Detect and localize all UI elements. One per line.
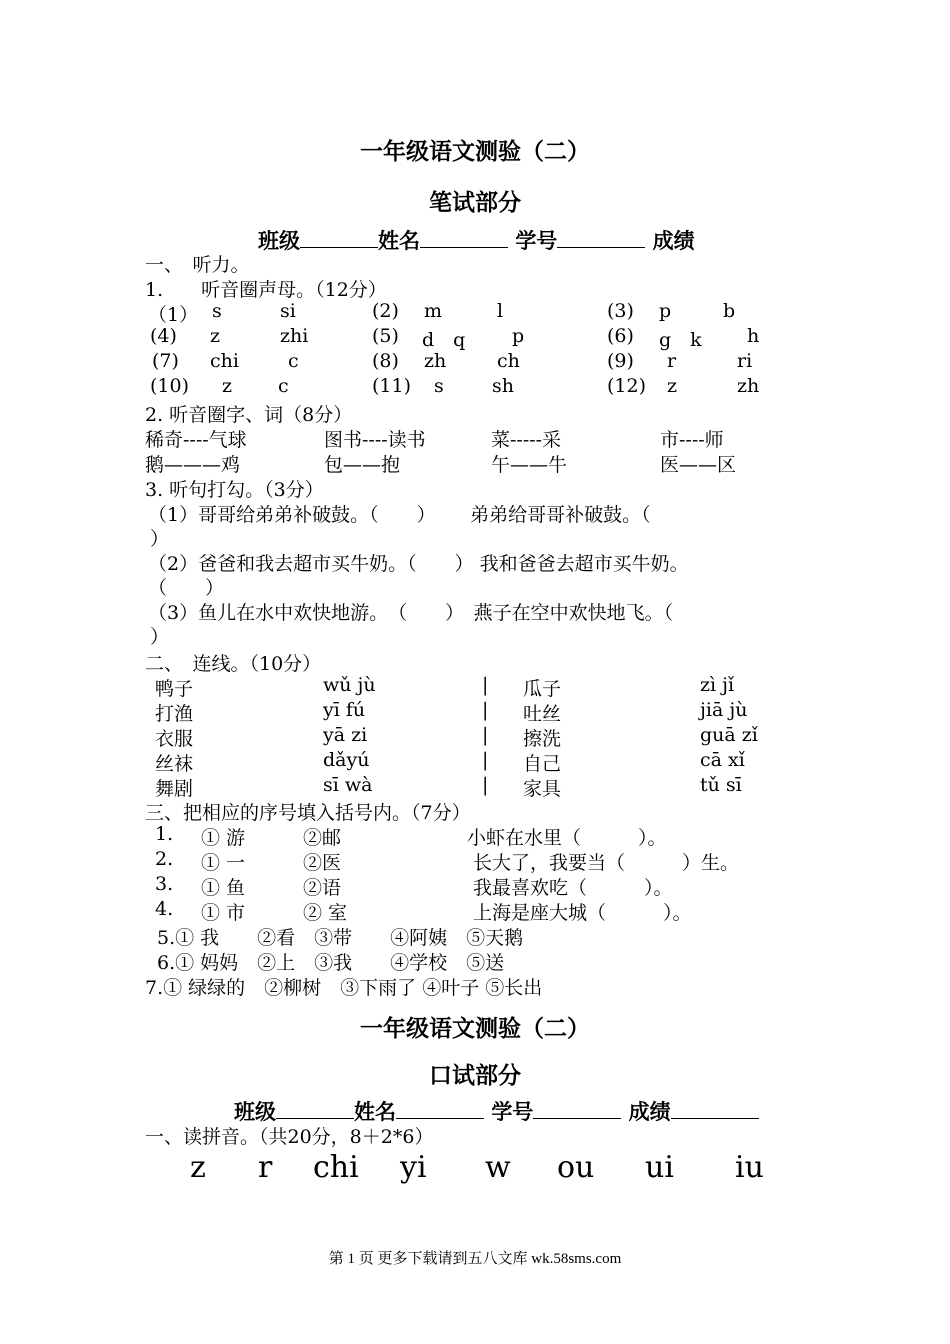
pinyin-right[interactable]: cā xǐ	[700, 749, 745, 771]
class-label: 班级	[258, 228, 300, 253]
fill-sentence[interactable]: 上海是座大城（ ）。	[473, 902, 692, 924]
class-blank[interactable]	[300, 229, 378, 248]
option-2[interactable]: ②邮	[303, 827, 342, 849]
divider: |	[482, 699, 489, 721]
s3-line: 6.① 妈妈 ②上 ③我 ④学校 ⑤送	[157, 952, 505, 974]
item-number: (2)	[372, 300, 399, 322]
word-left[interactable]: 舞剧	[155, 778, 194, 800]
q1-row	[150, 375, 800, 400]
word-choice[interactable]: 市----师	[660, 429, 724, 451]
name-blank[interactable]	[396, 1100, 484, 1119]
word-choice[interactable]: 菜-----采	[491, 429, 562, 451]
fill-sentence[interactable]: 长大了，我要当（ ）生。	[473, 852, 740, 874]
item-number: 3.	[155, 873, 174, 895]
pinyin-choice[interactable]: z	[222, 375, 233, 397]
score-blank[interactable]	[671, 1100, 759, 1119]
word-choice[interactable]: 稀奇----气球	[145, 429, 247, 451]
written-title: 一年级语文测验（二）	[360, 138, 590, 165]
q3-line: ）	[150, 626, 170, 648]
q2-title: 2. 听音圈字、词（8分）	[145, 404, 353, 426]
number-label: 学号	[491, 1099, 534, 1124]
written-info-line	[258, 225, 695, 255]
pinyin-choice[interactable]: zhi	[280, 325, 309, 347]
q1-row	[150, 350, 800, 375]
item-number: (11)	[372, 375, 412, 397]
matching-row	[155, 774, 805, 799]
pinyin-choice[interactable]: zh	[737, 375, 760, 397]
q2-row	[145, 450, 795, 475]
pinyin-item: yi	[400, 1150, 427, 1185]
word-choice[interactable]: 鹅———鸡	[145, 454, 241, 476]
matching-row	[155, 749, 805, 774]
divider: |	[482, 749, 489, 771]
q2-row	[145, 425, 795, 450]
word-choice[interactable]: 包——抱	[324, 454, 401, 476]
pinyin-choice[interactable]: z	[667, 375, 678, 397]
pinyin-left[interactable]: dǎyú	[323, 749, 370, 771]
section3-heading: 三、把相应的序号填入括号内。（7分）	[145, 802, 471, 824]
item-number: (9)	[607, 350, 634, 372]
oral-subtitle: 口试部分	[429, 1062, 521, 1089]
number-label: 学号	[515, 228, 558, 253]
written-subtitle: 笔试部分	[429, 189, 521, 216]
item-number: 2.	[155, 848, 174, 870]
pinyin-choice[interactable]: h	[747, 325, 760, 347]
number-blank[interactable]	[557, 229, 645, 248]
q3-line: （2）爸爸和我去超市买牛奶。（ ） 我和爸爸去超市买牛奶。	[148, 553, 689, 575]
pinyin-item: ou	[557, 1150, 595, 1185]
oral-title: 一年级语文测验（二）	[360, 1015, 590, 1042]
option-2[interactable]: ②医	[303, 852, 342, 874]
pinyin-left[interactable]: yā zi	[323, 724, 368, 746]
section1-heading: 一、 听力。	[145, 254, 250, 276]
word-choice[interactable]: 午——牛	[491, 454, 568, 476]
item-number: (12)	[607, 375, 647, 397]
item-number: (8)	[372, 350, 399, 372]
score-label: 成绩	[628, 1099, 671, 1124]
matching-row	[155, 674, 805, 699]
s3-line: 5.① 我 ②看 ③带 ④阿姨 ⑤天鹅	[157, 927, 524, 949]
matching-row	[155, 699, 805, 724]
item-number: 1.	[155, 823, 174, 845]
q3-line: （1）哥哥给弟弟补破鼓。（ ） 弟弟给哥哥补破鼓。（	[148, 504, 651, 526]
pinyin-item: ui	[645, 1150, 674, 1185]
pinyin-choice[interactable]: sh	[492, 375, 514, 397]
item-number: （1）	[148, 304, 199, 326]
option-2[interactable]: ② 室	[303, 902, 348, 924]
divider: |	[482, 674, 489, 696]
word-right[interactable]: 吐丝	[523, 703, 562, 725]
item-number: (7)	[152, 350, 179, 372]
q3-line: （ ）	[148, 577, 225, 599]
pinyin-choice[interactable]: c	[278, 375, 289, 397]
pinyin-choice[interactable]: g k	[659, 329, 702, 351]
fill-row	[155, 873, 805, 898]
q2-grid	[145, 425, 795, 475]
pinyin-right[interactable]: zì jǐ	[700, 674, 735, 696]
q1-title: 1. 听音圈声母。（12分）	[145, 279, 387, 301]
pinyin-choice[interactable]: ch	[497, 350, 520, 372]
option-2[interactable]: ②语	[303, 877, 342, 899]
fill-sentence[interactable]: 我最喜欢吃（ ）。	[473, 877, 673, 899]
word-left[interactable]: 衣服	[155, 728, 194, 750]
pinyin-item: chi	[313, 1150, 359, 1185]
pinyin-choice[interactable]: m	[424, 300, 443, 322]
word-right[interactable]: 擦洗	[523, 728, 562, 750]
fill-sentence[interactable]: 小虾在水里（ ）。	[467, 827, 667, 849]
pinyin-choice[interactable]: p	[659, 300, 672, 322]
option-1[interactable]: ① 游	[201, 827, 246, 849]
item-number: (3)	[607, 300, 634, 322]
pinyin-left[interactable]: sī wà	[323, 774, 373, 796]
matching-grid	[155, 674, 805, 799]
fill-row	[155, 848, 805, 873]
pinyin-choice[interactable]: l	[497, 300, 504, 322]
pinyin-choice[interactable]: chi	[210, 350, 239, 372]
oral-heading: 一、读拼音。（共20分，8＋2*6）	[145, 1126, 434, 1148]
divider: |	[482, 724, 489, 746]
pinyin-choice[interactable]: b	[723, 300, 736, 322]
item-number: (5)	[372, 325, 399, 347]
pinyin-right[interactable]: jiā jù	[700, 699, 748, 721]
class-label: 班级	[234, 1099, 276, 1124]
pinyin-item: z	[190, 1150, 206, 1185]
q3-title: 3. 听句打勾。（3分）	[145, 479, 324, 501]
word-left[interactable]: 丝袜	[155, 753, 194, 775]
word-choice[interactable]: 医——区	[660, 454, 737, 476]
pinyin-choice[interactable]: d q	[422, 329, 466, 351]
q1-grid	[150, 300, 800, 400]
word-left[interactable]: 鸭子	[155, 678, 194, 700]
pinyin-choice[interactable]: s	[434, 375, 444, 397]
class-blank[interactable]	[276, 1100, 354, 1119]
score-label: 成绩	[652, 228, 695, 253]
q1-row	[150, 300, 800, 325]
option-1[interactable]: ① 鱼	[201, 877, 246, 899]
fill-row	[155, 823, 805, 848]
pinyin-choice[interactable]: c	[288, 350, 299, 372]
fill-row	[155, 898, 805, 923]
name-label: 姓名	[354, 1099, 396, 1124]
pinyin-item: iu	[735, 1150, 764, 1185]
pinyin-left[interactable]: yī fú	[323, 699, 366, 721]
word-choice[interactable]: 图书----读书	[324, 429, 426, 451]
item-number: (6)	[607, 325, 634, 347]
pinyin-choice[interactable]: p	[512, 325, 525, 347]
word-right[interactable]: 家具	[523, 778, 562, 800]
item-number: (10)	[150, 375, 190, 397]
pinyin-choice[interactable]: ri	[737, 350, 753, 372]
item-number: 4.	[155, 898, 174, 920]
option-1[interactable]: ① 市	[201, 902, 246, 924]
number-blank[interactable]	[533, 1100, 621, 1119]
s3-line: 7.① 绿绿的 ②柳树 ③下雨了 ④叶子 ⑤长出	[145, 977, 543, 999]
name-label: 姓名	[378, 228, 420, 253]
word-right[interactable]: 瓜子	[523, 678, 562, 700]
pinyin-choice[interactable]: r	[667, 350, 677, 372]
pinyin-right[interactable]: guā zǐ	[700, 724, 758, 746]
pinyin-choice[interactable]: si	[280, 300, 296, 322]
q1-row	[150, 325, 800, 350]
pinyin-right[interactable]: tǔ sī	[700, 774, 742, 796]
fill-grid	[155, 823, 805, 923]
section2-heading: 二、 连线。（10分）	[145, 653, 322, 675]
q3-line: ）	[150, 528, 170, 550]
item-number: (4)	[150, 325, 177, 347]
pinyin-choice[interactable]: z	[210, 325, 221, 347]
option-1[interactable]: ① 一	[201, 852, 246, 874]
divider: |	[482, 774, 489, 796]
matching-row	[155, 724, 805, 749]
pinyin-item: r	[258, 1150, 273, 1185]
word-left[interactable]: 打渔	[155, 703, 194, 725]
pinyin-choice[interactable]: zh	[424, 350, 447, 372]
page-footer: 第 1 页 更多下载请到五八文库 wk.58sms.com	[328, 1251, 622, 1267]
pinyin-left[interactable]: wǔ jù	[323, 674, 376, 696]
name-blank[interactable]	[420, 229, 508, 248]
pinyin-item: w	[485, 1150, 511, 1185]
word-right[interactable]: 自己	[523, 753, 562, 775]
pinyin-choice[interactable]: s	[212, 300, 222, 322]
q3-line: （3）鱼儿在水中欢快地游。 （ ） 燕子在空中欢快地飞。（	[148, 602, 674, 624]
